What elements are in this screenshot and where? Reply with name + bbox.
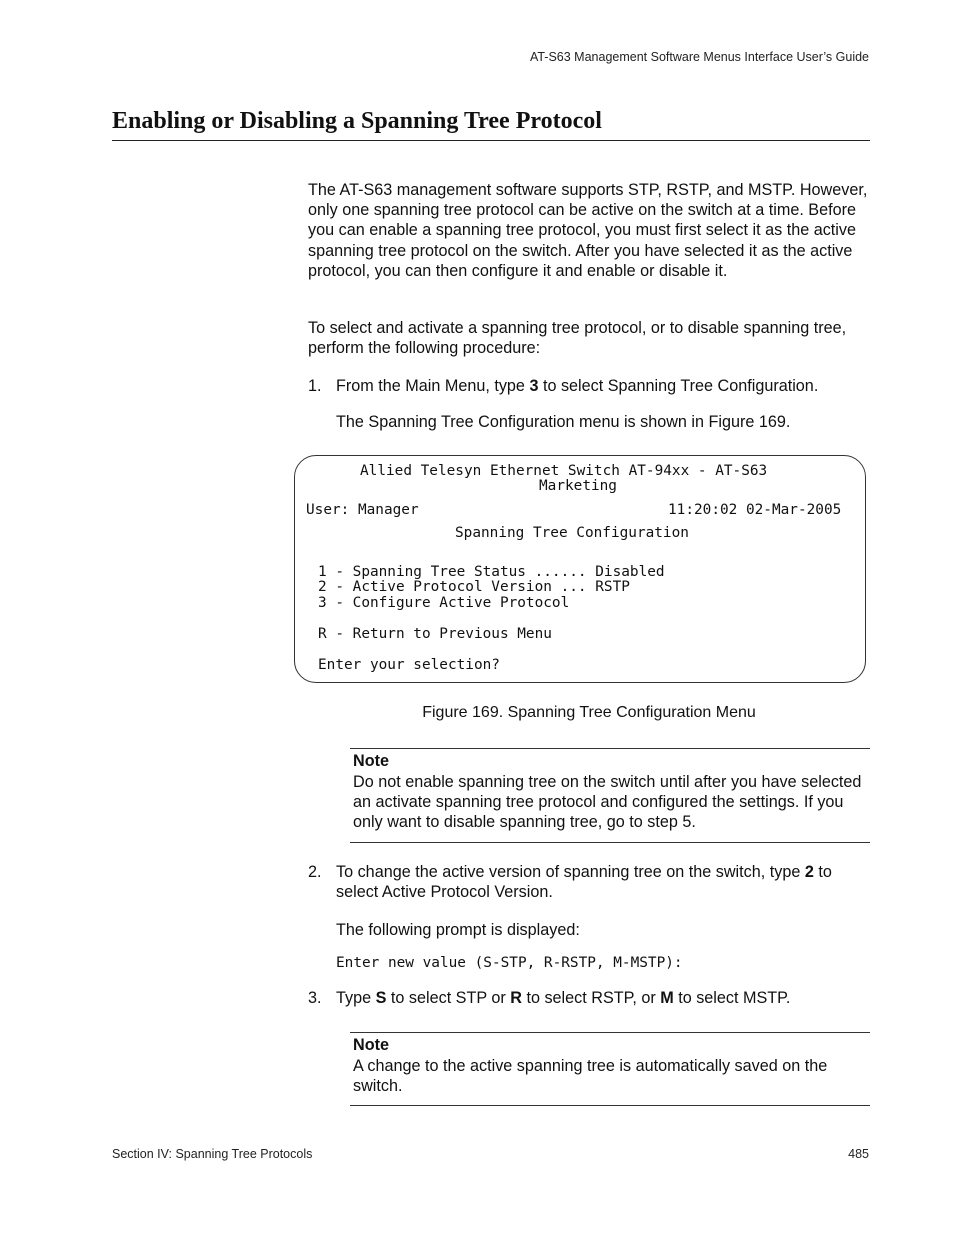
intro-paragraph: The AT-S63 management software supports STP, RSTP, and MSTP. However, only one spanning tree protocol can be active on the switch at a time. Before you can enable a spanning tree protocol, you must first select it as the active spanning tree protocol on the switch. After you have selected it as the active protocol, you can then configure it and enable or disable it. xyxy=(308,181,868,280)
running-header: AT-S63 Management Software Menus Interface User’s Guide xyxy=(529,50,869,64)
step-number: 2. xyxy=(308,863,322,881)
terminal-option-1: 1 - Spanning Tree Status ...... Disabled xyxy=(318,564,665,580)
step-text: To change the active version of spanning tree on the switch, type 2 to select Active Protocol Version. xyxy=(336,863,832,902)
note-text: Do not enable spanning tree on the switch until after you have selected an activate spanning tree protocol and configured the settings. If you only want to disable spanning tree, go to step 5. xyxy=(353,773,862,832)
terminal-option-3: 3 - Configure Active Protocol xyxy=(318,595,570,611)
step-number: 1. xyxy=(308,377,322,395)
note-text: A change to the active spanning tree is automatically saved on the switch. xyxy=(353,1057,828,1096)
terminal-prompt: Enter your selection? xyxy=(318,657,500,673)
step-number: 3. xyxy=(308,989,322,1007)
step-1 xyxy=(308,376,873,396)
terminal-screen xyxy=(294,455,866,683)
terminal-menu-title: Spanning Tree Configuration xyxy=(455,525,689,541)
terminal-user: User: Manager xyxy=(306,502,419,518)
terminal-datetime: 11:20:02 02-Mar-2005 xyxy=(668,502,842,518)
footer-section: Section IV: Spanning Tree Protocols xyxy=(112,1147,313,1161)
figure-caption: Figure 169. Spanning Tree Configuration Menu xyxy=(422,704,756,721)
terminal-option-r: R - Return to Previous Menu xyxy=(318,626,552,642)
terminal-option-2: 2 - Active Protocol Version ... RSTP xyxy=(318,579,630,595)
page-number: 485 xyxy=(848,1147,869,1161)
terminal-title-line2: Marketing xyxy=(539,478,617,494)
step-2-followup: The following prompt is displayed: xyxy=(336,921,580,939)
note-title: Note xyxy=(353,1036,389,1054)
step-2 xyxy=(308,862,873,902)
step-text: From the Main Menu, type 3 to select Spanning Tree Configuration. xyxy=(336,377,819,395)
note-title: Note xyxy=(353,752,389,770)
step-3 xyxy=(308,988,873,1008)
section-title: Enabling or Disabling a Spanning Tree Protocol xyxy=(112,108,870,141)
procedure-intro-paragraph: To select and activate a spanning tree protocol, or to disable spanning tree, perform the following procedure: xyxy=(308,319,847,358)
prompt-code: Enter new value (S-STP, R-RSTP, M-MSTP): xyxy=(336,955,683,971)
step-text: Type S to select STP or R to select RSTP, or M to select MSTP. xyxy=(336,989,791,1007)
step-1-followup: The Spanning Tree Configuration menu is shown in Figure 169. xyxy=(336,413,791,431)
note-box xyxy=(350,1032,870,1106)
terminal-title-line1: Allied Telesyn Ethernet Switch AT-94xx - AT-S63 xyxy=(360,463,768,479)
note-box xyxy=(350,748,870,843)
